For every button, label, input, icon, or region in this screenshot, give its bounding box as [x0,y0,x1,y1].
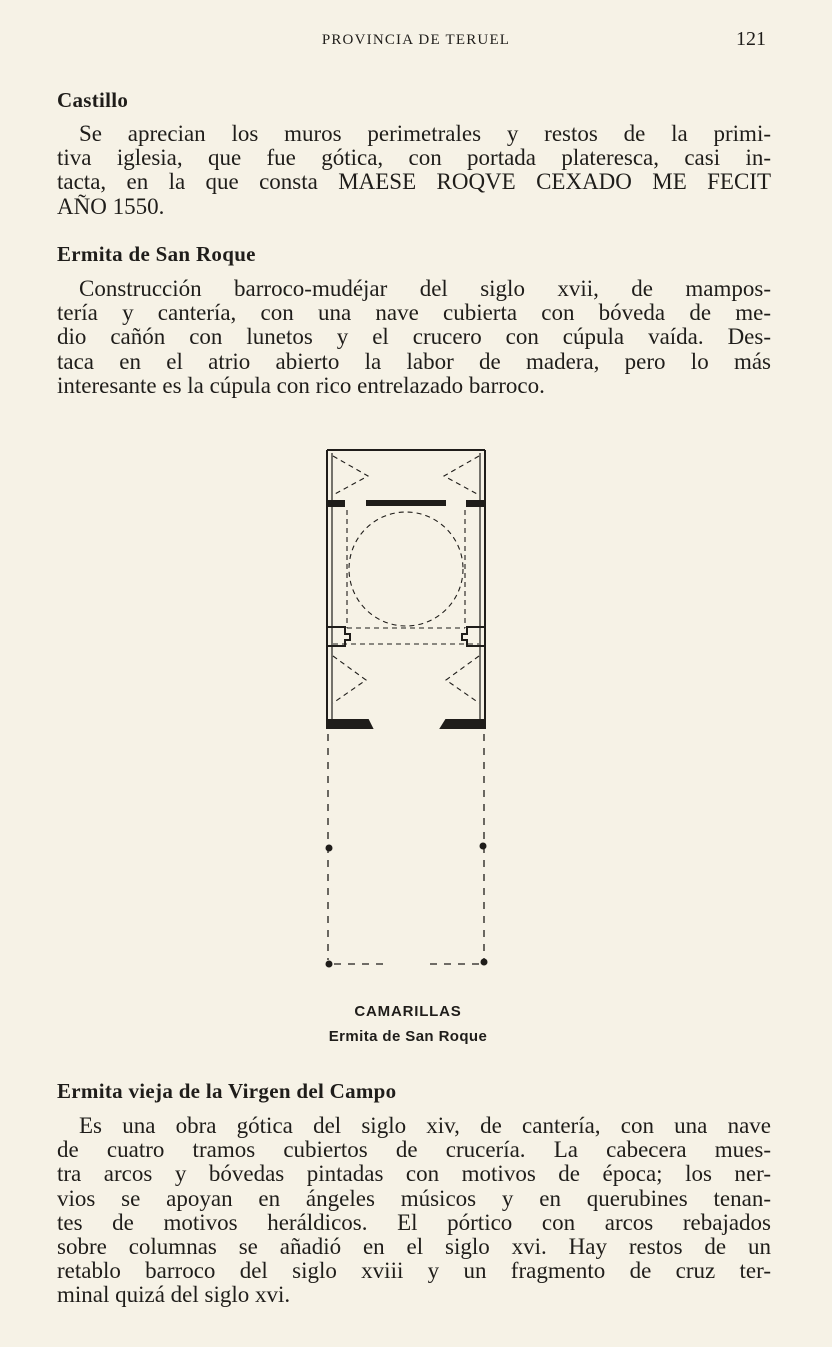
floor-plan-figure [0,440,832,980]
entrance-jambs [327,720,485,728]
column-corner-right [481,959,488,966]
section-title-virgen-del-campo: Ermita vieja de la Virgen del Campo [57,1079,397,1103]
text-line: sobre columnas se añadió en el siglo xvi. Hay restos de un [57,1234,771,1260]
door-jamb-left [327,720,372,728]
column-mid-right [480,843,487,850]
text-line: taca en el atrio abierto la labor de madera, pero lo más [57,348,771,374]
running-head: PROVINCIA DE TERUEL [321,32,511,48]
vault-ribs-bottom [333,656,479,703]
text-line: tes de motivos heráldicos. El pórtico con arcos rebajados [57,1209,771,1235]
paragraph-virgen-del-campo [57,1114,771,1308]
lower-piers [327,627,485,646]
dome [333,510,479,644]
figure-caption-title: CAMARILLAS [354,1003,462,1020]
text-line: minal quizá del siglo xvi. [57,1282,291,1308]
text-line: vios se apoyan en ángeles músicos y en querubines tenan- [57,1185,771,1211]
figure-caption-subtitle: Ermita de San Roque [328,1028,488,1045]
arch-bar-top [366,500,446,506]
text-line: retablo barroco del siglo xviii y un fragmento de cruz ter- [57,1258,771,1284]
rib-top-left [333,456,368,495]
text-line: tería y cantería, con una nave cubierta con bóveda de me- [57,300,771,326]
pier-top-left [327,500,345,507]
porch-columns [326,843,488,968]
text-line: interesante es la cúpula con rico entrelazado barroco. [57,372,545,398]
text-line: de cuatro tramos cubiertos de crucería. La cabecera mues- [57,1137,771,1163]
plan-walls [327,450,485,728]
text-line: Es una obra gótica del siglo xiv, de cantería, con una nave [79,1113,771,1138]
text-line: Construcción barroco-mudéjar del siglo xvii, de mampos- [79,276,771,301]
text-line: tra arcos y bóvedas pintadas con motivos de época; los ner- [57,1161,771,1187]
dome-circle [349,512,463,626]
page-header [0,28,832,52]
column-corner-left [326,961,333,968]
porch-outline [328,734,484,964]
vault-ribs-top [333,456,479,495]
column-mid-left [326,845,333,852]
section-title-castillo: Castillo [57,88,129,112]
text-line: Se aprecian los muros perimetrales y restos de la primi- [79,121,771,146]
rib-top-right [444,456,479,495]
section-title-san-roque: Ermita de San Roque [57,242,256,266]
transept-bars [327,500,485,507]
door-jamb-right [441,720,485,728]
page-number: 121 [736,28,766,50]
pier-bottom-left [327,627,350,646]
text-line: tiva iglesia, que fue gótica, con portada plateresca, casi in- [57,145,771,171]
rib-bottom-left [333,656,366,703]
rib-bottom-right [446,656,479,703]
text-line: AÑO 1550. [57,193,165,219]
text-line: dio cañón con lunetos y el crucero con cúpula vaída. Des- [57,324,771,350]
paragraph-san-roque [57,277,771,398]
pier-bottom-right [462,627,485,646]
pier-top-right [466,500,485,507]
floor-plan-drawing [0,440,832,980]
paragraph-castillo [57,122,771,219]
text-line: tacta, en la que consta MAESE ROQVE CEXADO ME FECIT [57,169,771,195]
